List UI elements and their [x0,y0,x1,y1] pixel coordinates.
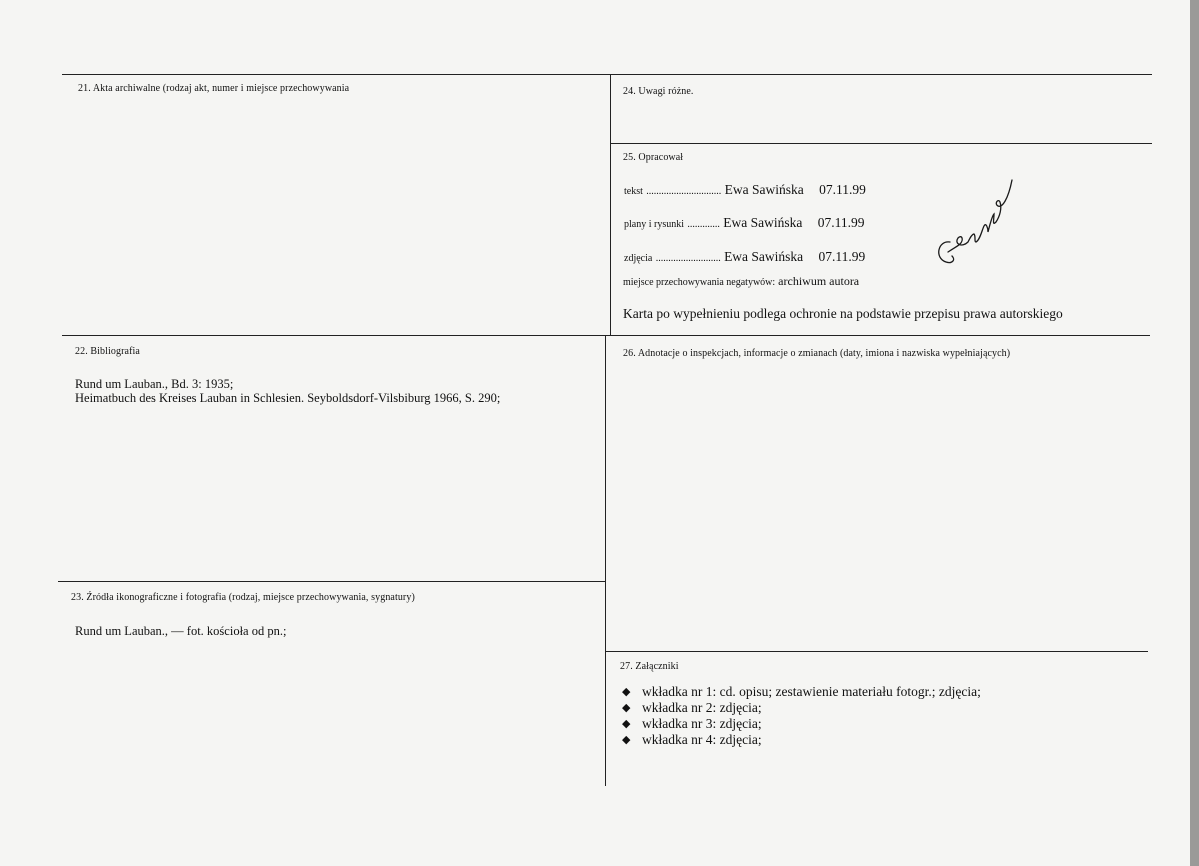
row-name: Ewa Sawińska [724,249,804,264]
diamond-bullet-icon: ◆ [622,718,631,730]
rule-26-27 [605,651,1148,652]
row-dots: .............................. [646,186,722,197]
vrule-top [610,74,611,336]
list-item: ◆ wkładka nr 4: zdjęcia; [622,732,762,747]
field-27-label: 27. Załączniki [620,661,679,672]
author-row-plans [624,215,864,231]
row-dots: ............. [687,219,720,230]
negatives-label: miejsce przechowywania negatywów: [623,277,776,288]
negatives-location [623,274,859,290]
field-24-label: 24. Uwagi różne. [623,86,694,97]
attachments-list [622,684,981,748]
top-rule [62,74,1152,75]
row-name: Ewa Sawińska [724,182,804,197]
list-item: ◆ wkładka nr 1: cd. opisu; zestawienie materiału fotogr.; zdjęcia; [622,684,981,699]
diamond-bullet-icon: ◆ [622,686,631,698]
row-date: 07.11.99 [817,215,865,230]
field-26-label: 26. Adnotacje o inspekcjach, informacje o zmianach (daty, imiona i nazwiska wypełniających) [623,348,1011,359]
row-key: plany i rysunki [624,219,684,230]
row-date: 07.11.99 [819,182,866,197]
row-dots: .......................... [655,253,721,264]
field-23-label: 23. Źródła ikonograficzne i fotografia (rodzaj, miejsce przechowywania, sygnatury) [71,592,415,603]
row-key: tekst [624,186,643,197]
author-row-text [624,182,866,198]
row-key: zdjęcia [624,253,653,264]
row-name: Ewa Sawińska [723,215,803,230]
bibliography-entry-1: Rund um Lauban., Bd. 3: 1935; [75,377,234,391]
handwritten-signature [928,178,1018,268]
author-row-photos [624,249,865,265]
list-item: ◆ wkładka nr 3: zdjęcia; [622,716,762,731]
row-date: 07.11.99 [818,249,866,264]
field-25-label: 25. Opracował [623,152,684,163]
rule-row1 [62,335,1150,336]
diamond-bullet-icon: ◆ [622,734,631,746]
vrule-bottom [605,336,606,786]
iconography-entry: Rund um Lauban., — fot. kościoła od pn.; [75,624,287,638]
copyright-notice: Karta po wypełnieniu podlega ochronie na podstawie przepisu prawa autorskiego [623,306,1063,321]
rule-24-25 [610,143,1152,144]
field-22-label: 22. Bibliografia [75,346,140,357]
negatives-value: archiwum autora [778,274,860,288]
bibliography-entry-2: Heimatbuch des Kreises Lauban in Schlesien. Seyboldsdorf-Vilsbiburg 1966, S. 290; [75,391,501,405]
list-item: ◆ wkładka nr 2: zdjęcia; [622,700,762,715]
field-21-label: 21. Akta archiwalne (rodzaj akt, numer i miejsce przechowywania [78,83,350,94]
diamond-bullet-icon: ◆ [622,702,631,714]
scan-edge [1190,0,1199,866]
rule-22-23 [58,581,605,582]
